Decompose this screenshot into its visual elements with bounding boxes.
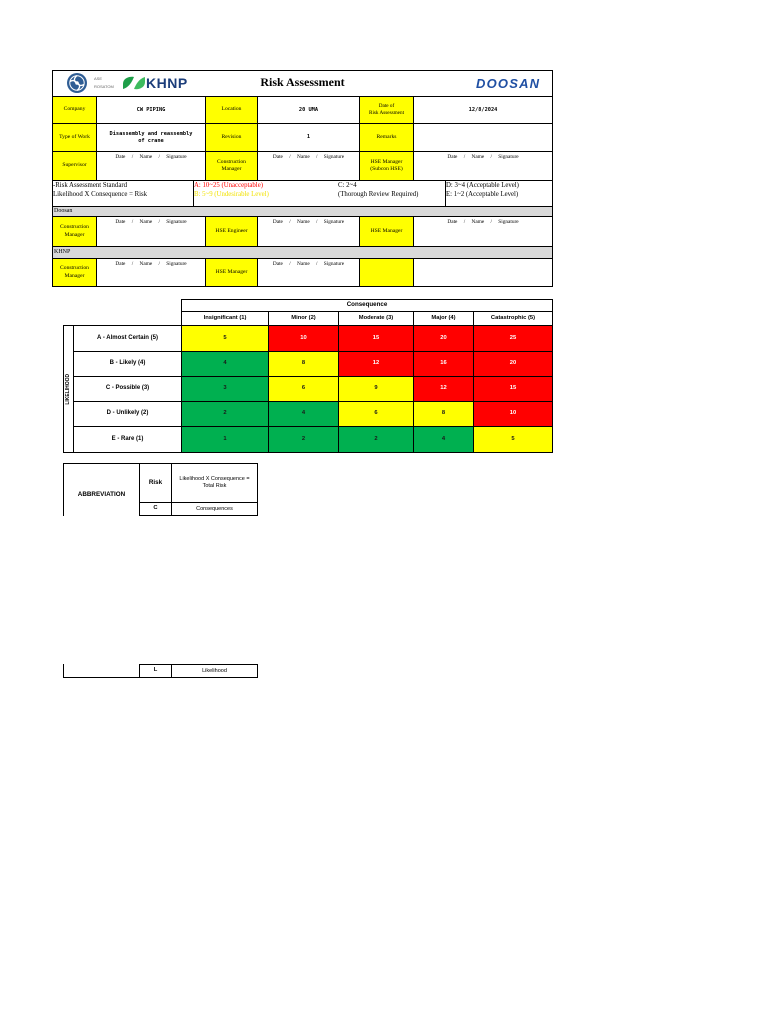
rosatom-logo-line1: ASE (94, 76, 103, 81)
risk-score-cell: 5 (181, 325, 269, 352)
khnp-construction-manager-signature-field: Date / Name / Signature (96, 258, 206, 287)
risk-score-cell: 12 (338, 351, 414, 377)
risk-score-cell: 20 (473, 351, 553, 377)
construction-manager-signature-field: Date / Name / Signature (257, 151, 360, 181)
risk-level-c-range: C: 2~4 (338, 182, 357, 189)
likelihood-row-label: E - Rare (1) (73, 426, 182, 453)
consequence-header: Consequence (181, 299, 553, 312)
consequence-column-header: Moderate (3) (338, 311, 414, 326)
revision-label: Revision (205, 123, 258, 152)
consequence-column-header: Minor (2) (268, 311, 339, 326)
supervisor-label: Supervisor (52, 151, 97, 181)
assessment-date-label: Date of Risk Assessment (359, 96, 414, 124)
rosatom-logo-line2: ROSATOM (94, 84, 114, 89)
abbreviation-key-c: C (139, 502, 172, 516)
risk-score-cell: 6 (338, 401, 414, 427)
risk-standard-equation: Likelihood X Consequence = Risk (53, 190, 148, 198)
risk-score-cell: 25 (473, 325, 553, 352)
likelihood-row-label: D - Unlikely (2) (73, 401, 182, 427)
doosan-construction-manager-label: Construction Manager (52, 216, 97, 247)
section-khnp: KHNP (52, 246, 553, 259)
risk-score-cell: 4 (413, 426, 474, 453)
risk-standard-formula (53, 182, 147, 199)
type-of-work-label: Type of Work (52, 123, 97, 152)
hse-manager-subcon-label: HSE Manager (Subcon HSE) (359, 151, 414, 181)
khnp-hse-manager-signature-field: Date / Name / Signature (257, 258, 360, 287)
risk-score-cell: 16 (413, 351, 474, 377)
risk-level-a: A: 10~25 (Unacceptable) (194, 182, 263, 189)
risk-score-cell: 3 (181, 376, 269, 402)
risk-level-e: E: 1~2 (Acceptable Level) (446, 190, 519, 198)
supervisor-signature-field: Date / Name / Signature (96, 151, 206, 181)
doosan-hse-manager-label: HSE Manager (359, 216, 414, 247)
consequence-column-header: Major (4) (413, 311, 474, 326)
section-doosan: Doosan (52, 206, 553, 217)
risk-score-cell: 15 (338, 325, 414, 352)
abbreviation-meaning-l: Likelihood (171, 664, 258, 678)
risk-score-cell: 12 (413, 376, 474, 402)
risk-level-de (446, 182, 519, 199)
risk-score-cell: 4 (268, 401, 339, 427)
likelihood-row-label: C - Possible (3) (73, 376, 182, 402)
risk-score-cell: 10 (268, 325, 339, 352)
risk-score-cell: 8 (413, 401, 474, 427)
company-value: CW PIPING (96, 96, 206, 124)
abbreviation-title: ABBREVIATION (63, 463, 140, 516)
risk-score-cell: 10 (473, 401, 553, 427)
page-title: Risk Assessment (260, 75, 345, 89)
risk-score-cell: 8 (268, 351, 339, 377)
khnp-extra-label-cell (359, 258, 414, 287)
location-value: 20 UMA (257, 96, 360, 124)
abbreviation-meaning-risk: Likelihood X Consequence = Total Risk (171, 463, 258, 503)
risk-score-cell: 2 (338, 426, 414, 453)
risk-score-cell: 9 (338, 376, 414, 402)
risk-score-cell: 2 (268, 426, 339, 453)
khnp-logo: KHNP (146, 75, 188, 91)
khnp-construction-manager-label: Construction Manager (52, 258, 97, 287)
risk-score-cell: 2 (181, 401, 269, 427)
consequence-column-header: Insignificant (1) (181, 311, 269, 326)
likelihood-row-label: B - Likely (4) (73, 351, 182, 377)
likelihood-axis-label: LIKELIHOOD (65, 373, 72, 405)
consequence-column-header: Catastrophic (5) (473, 311, 553, 326)
doosan-construction-manager-signature-field: Date / Name / Signature (96, 216, 206, 247)
risk-level-c-note: (Thorough Review Required) (338, 190, 419, 198)
risk-score-cell: 15 (473, 376, 553, 402)
doosan-hse-engineer-signature-field: Date / Name / Signature (257, 216, 360, 247)
risk-score-cell: 6 (268, 376, 339, 402)
risk-level-c (338, 182, 418, 199)
assessment-date-value: 12/8/2024 (413, 96, 553, 124)
risk-score-cell: 4 (181, 351, 269, 377)
khnp-extra-value-cell (413, 258, 553, 287)
risk-level-ab (194, 182, 269, 199)
risk-level-d: D: 3~4 (Acceptable Level) (446, 182, 519, 189)
hse-manager-subcon-signature-field: Date / Name / Signature (413, 151, 553, 181)
type-of-work-value: Disassembly and reassembly of crane (96, 123, 206, 152)
abbreviation-meaning-c: Consequences (171, 502, 258, 516)
abbreviation-key-l: L (139, 664, 172, 678)
company-label: Company (52, 96, 97, 124)
khnp-hse-manager-label: HSE Manager (205, 258, 258, 287)
doosan-logo: DOOSAN (476, 76, 541, 91)
construction-manager-label: Construction Manager (205, 151, 258, 181)
location-label: Location (205, 96, 258, 124)
risk-level-b: B: 5~9 (Undesirable Level) (194, 190, 269, 198)
remarks-value (413, 123, 553, 152)
doosan-hse-engineer-label: HSE Engineer (205, 216, 258, 247)
remarks-label: Remarks (359, 123, 414, 152)
risk-score-cell: 5 (473, 426, 553, 453)
abbreviation-key-risk: Risk (139, 463, 172, 503)
revision-value: 1 (257, 123, 360, 152)
risk-score-cell: 1 (181, 426, 269, 453)
likelihood-row-label: A - Almost Certain (5) (73, 325, 182, 352)
risk-standard-title: -Risk Assessment Standard (53, 182, 128, 189)
abbreviation-title-continued (63, 664, 140, 678)
doosan-hse-manager-signature-field: Date / Name / Signature (413, 216, 553, 247)
risk-score-cell: 20 (413, 325, 474, 352)
